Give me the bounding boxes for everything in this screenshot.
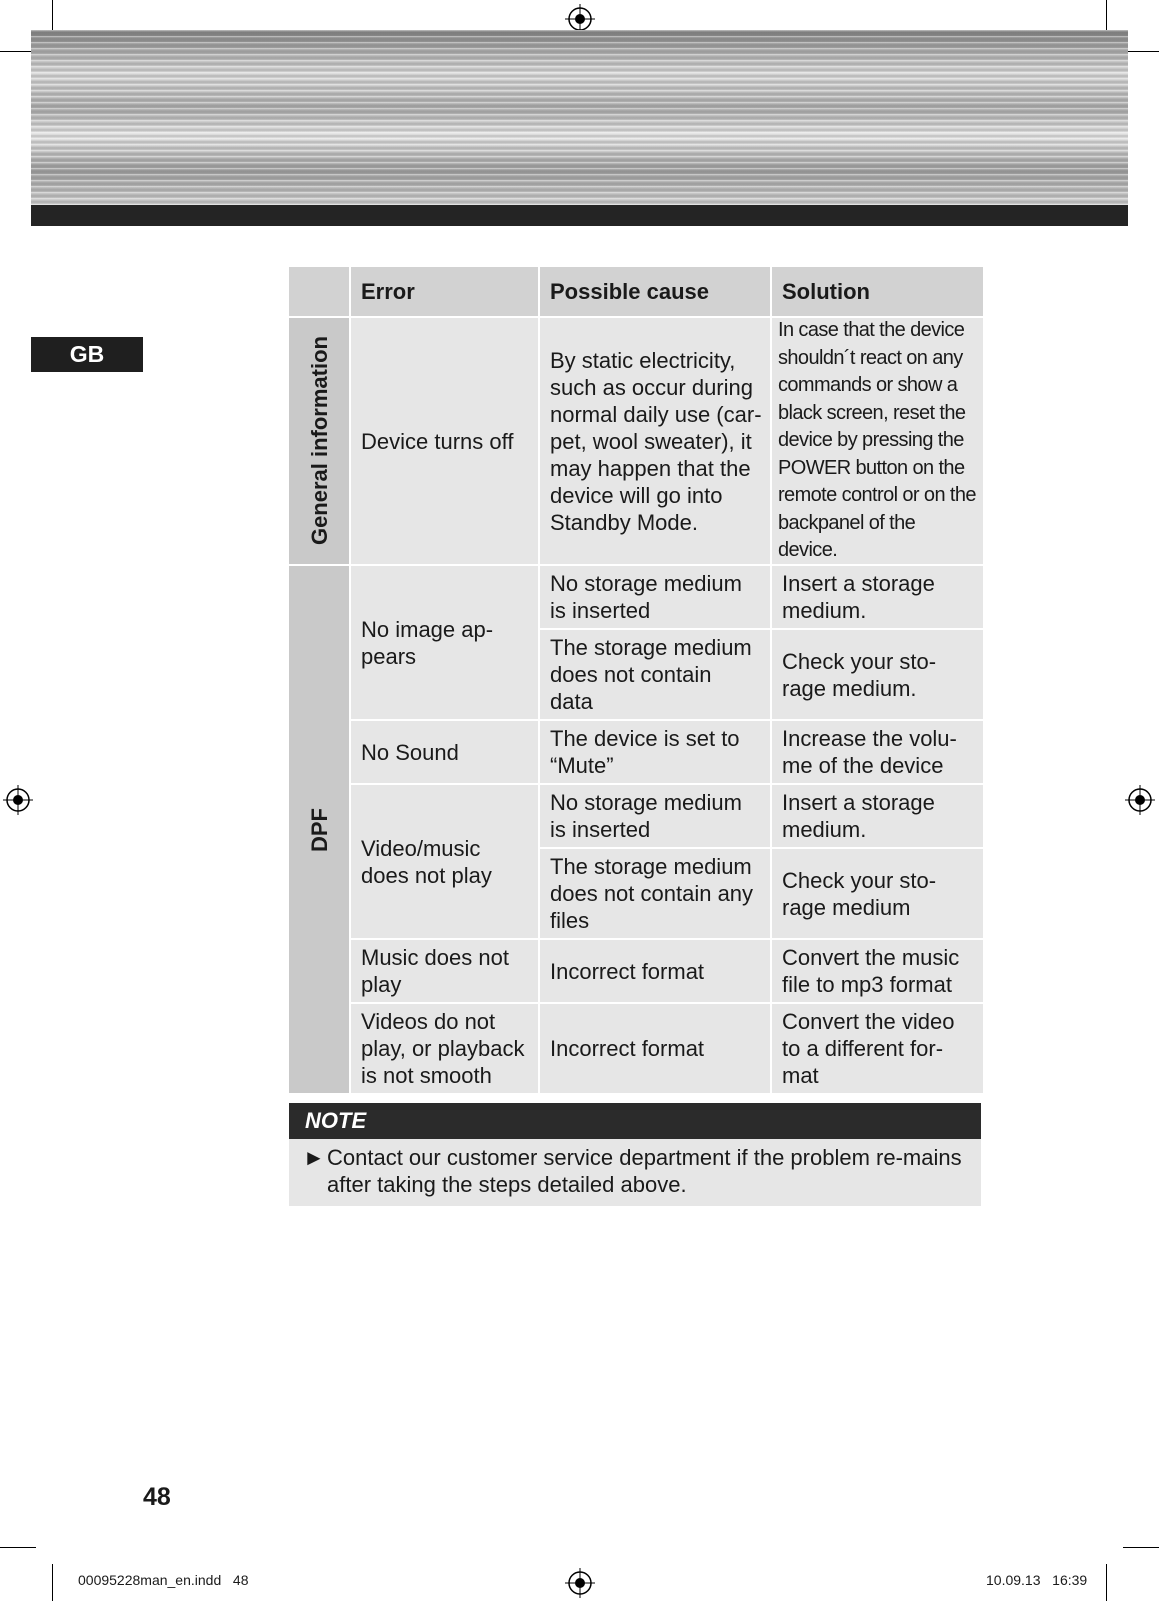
page-number: 48 — [143, 1483, 171, 1511]
crop-mark — [1123, 1547, 1159, 1548]
crop-mark — [52, 0, 53, 34]
cause-cell: No storage medium is inserted — [540, 566, 770, 628]
cause-cell: No storage medium is inserted — [540, 785, 770, 847]
category-label: General information — [306, 336, 332, 546]
cause-cell: Incorrect format — [540, 1004, 770, 1093]
solution-cell: Insert a storage medium. — [772, 785, 983, 847]
table-header-error: Error — [351, 267, 538, 316]
table-header-cause: Possible cause — [540, 267, 770, 316]
crop-mark — [1123, 51, 1159, 52]
language-badge: GB — [31, 337, 143, 372]
registration-mark-icon — [3, 785, 33, 815]
footer-timestamp: 10.09.13 16:39 — [986, 1572, 1088, 1588]
header-banner — [31, 30, 1128, 205]
footer-file-info: 00095228man_en.indd 48 — [78, 1572, 249, 1588]
crop-mark — [52, 1564, 53, 1601]
cause-cell: By static electricity, such as occur during normal daily use (car-pet, wool sweater), it may happen that the device will go into Standby Mode. — [540, 318, 770, 564]
error-cell: No Sound — [351, 721, 538, 783]
error-cell: Device turns off — [351, 318, 538, 564]
solution-cell: Convert the music file to mp3 format — [772, 940, 983, 1002]
solution-cell: Convert the video to a different for-mat — [772, 1004, 983, 1093]
solution-cell: Check your sto-rage medium — [772, 849, 983, 938]
crop-mark — [1106, 0, 1107, 34]
troubleshooting-table — [289, 267, 981, 1091]
crop-mark — [1106, 1564, 1107, 1601]
crop-mark — [0, 1547, 36, 1548]
table-header-category — [289, 267, 349, 316]
category-general-information — [289, 318, 349, 564]
cause-cell: Incorrect format — [540, 940, 770, 1002]
cause-cell: The device is set to “Mute” — [540, 721, 770, 783]
category-label: DPF — [306, 807, 332, 852]
solution-cell: In case that the device shouldn´t react on any commands or show a black screen, reset the device by pressing the POWER button on the remote control or on the backpanel of the device. — [772, 318, 983, 564]
header-banner-bar — [31, 205, 1128, 226]
arrow-right-icon: ► — [303, 1145, 325, 1170]
error-cell: Videos do not play, or playback is not smooth — [351, 1004, 538, 1093]
error-cell: No image ap-pears — [351, 566, 538, 719]
cause-cell: The storage medium does not contain any files — [540, 849, 770, 938]
note-body — [289, 1139, 981, 1206]
note-title: NOTE — [289, 1103, 981, 1139]
error-cell: Video/music does not play — [351, 785, 538, 938]
table-header-solution: Solution — [772, 267, 983, 316]
solution-cell: Increase the volu-me of the device — [772, 721, 983, 783]
error-cell: Music does not play — [351, 940, 538, 1002]
registration-mark-icon — [1125, 785, 1155, 815]
solution-cell: Insert a storage medium. — [772, 566, 983, 628]
category-dpf — [289, 566, 349, 1093]
registration-mark-icon — [565, 1568, 595, 1598]
solution-cell: Check your sto-rage medium. — [772, 630, 983, 719]
cause-cell: The storage medium does not contain data — [540, 630, 770, 719]
note-text: Contact our customer service department if the problem re-mains after taking the steps detailed above. — [327, 1145, 962, 1197]
